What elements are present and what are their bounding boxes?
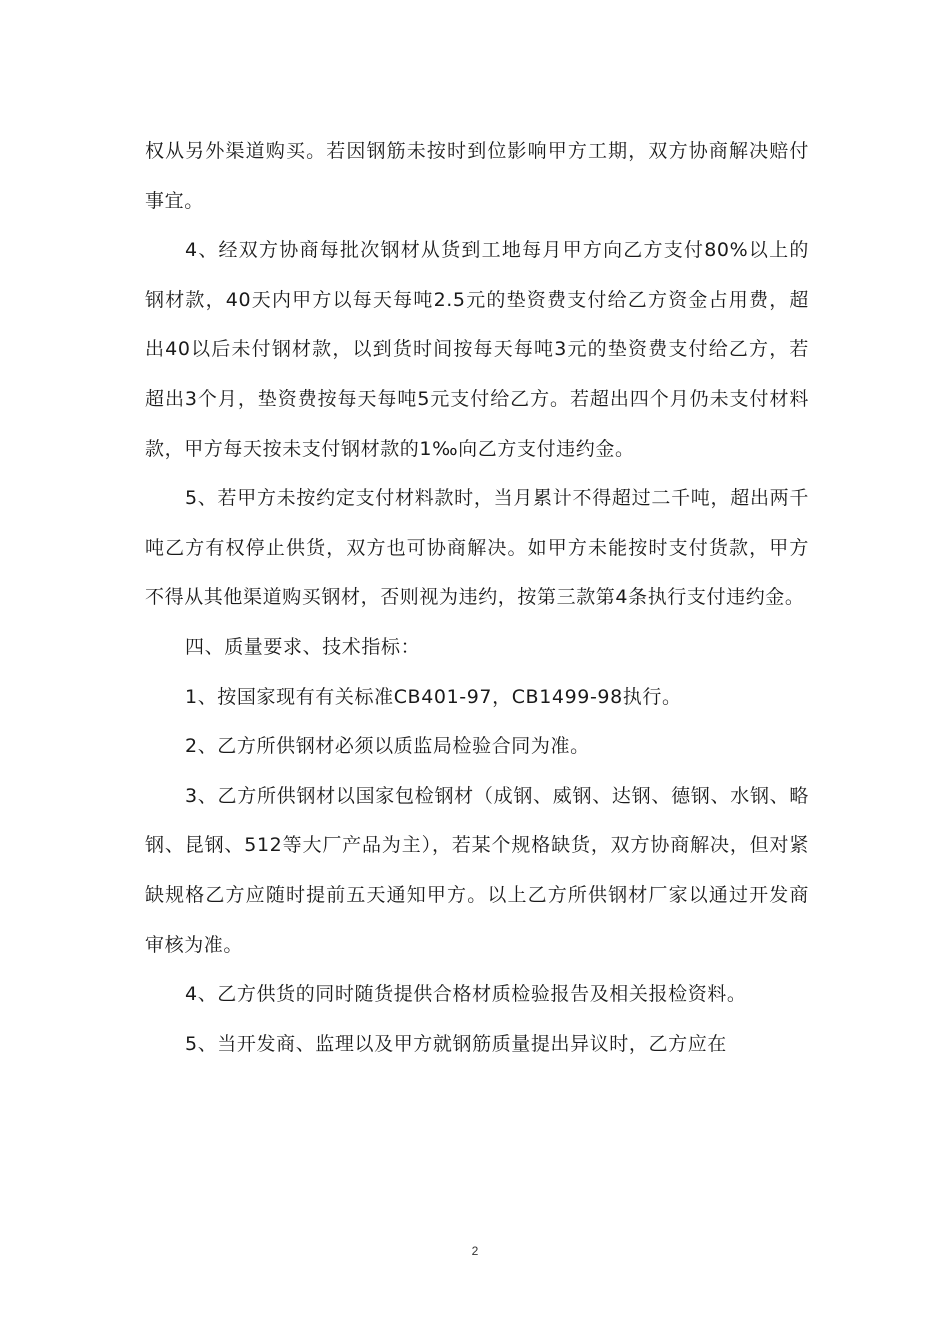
paragraph-2: 4、经双方协商每批次钢材从货到工地每月甲方向乙方支付80%以上的钢材款，40天内甲方以每天每吨2.5元的垫资费支付给乙方资金占用费，超出40以后未付钢材款，以到货时间按每天每吨3元的垫资费支付给乙方，若超出3个月，垫资费按每天每吨5元支付给乙方。若超出四个月仍未支付材料款，甲方每天按未支付钢材款的1‰向乙方支付违约金。 [145, 239, 809, 460]
paragraph-9: 5、当开发商、监理以及甲方就钢筋质量提出异议时，乙方应在 [185, 1032, 727, 1055]
paragraph-1: 权从另外渠道购买。若因钢筋未按时到位影响甲方工期，双方协商解决赔付事宜。 [145, 140, 809, 212]
paragraph-6: 2、乙方所供钢材必须以质监局检验合同为准。 [185, 735, 590, 758]
page-number: 2 [471, 1244, 479, 1258]
paragraph-3: 5、若甲方未按约定支付材料款时，当月累计不得超过二千吨，超出两千吨乙方有权停止供货，双方也可协商解决。如甲方未能按时支付货款，甲方不得从其他渠道购买钢材，否则视为违约，按第三款第4条执行支付违约金。 [145, 487, 809, 609]
section-heading-quality: 四、质量要求、技术指标： [185, 635, 421, 658]
paragraph-5: 1、按国家现有有关标准CB401-97，CB1499-98执行。 [185, 685, 682, 708]
paragraph-8: 4、乙方供货的同时随货提供合格材质检验报告及相关报检资料。 [185, 983, 747, 1006]
document-body [145, 127, 809, 1069]
paragraph-7: 3、乙方所供钢材以国家包检钢材（成钢、威钢、达钢、德钢、水钢、略钢、昆钢、512等大厂产品为主），若某个规格缺货，双方协商解决，但对紧缺规格乙方应随时提前五天通知甲方。以上乙方所供钢材厂家以通过开发商审核为准。 [145, 784, 809, 956]
